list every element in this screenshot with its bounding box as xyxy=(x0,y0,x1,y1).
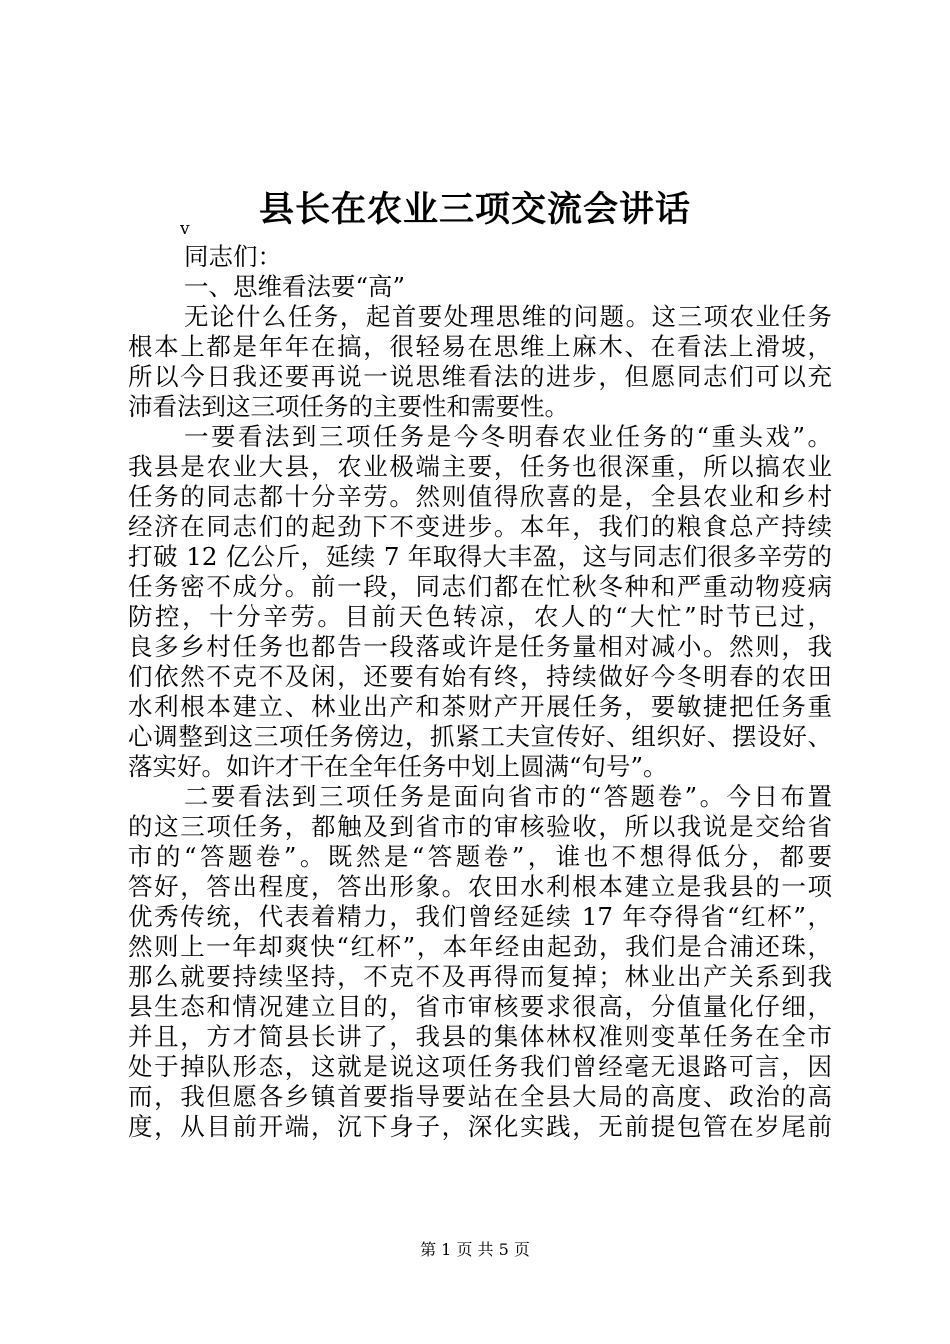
paragraph-line: 并且，方才简县长讲了，我县的集体林权准则变革任务在全市 xyxy=(128,1022,832,1051)
paragraph-line: 无论什么任务，起首要处理思维的问题。这三项农业任务 xyxy=(184,302,832,331)
paragraph-line: 而，我但愿各乡镇首要指导要站在全县大局的高度、政治的高 xyxy=(128,1082,832,1111)
paragraph-line: 县生态和情况建立目的，省市审核要求很高，分值量化仔细， xyxy=(128,992,832,1021)
paragraph-line: 任务密不成分。前一段，同志们都在忙秋冬种和严重动物疫病 xyxy=(128,572,832,601)
paragraph-line: 一要看法到三项任务是今冬明春农业任务的“重头戏”。 xyxy=(184,422,832,451)
paragraph-line: 市的“答题卷”。既然是“答题卷”，谁也不想得低分，都要 xyxy=(128,842,832,871)
paragraph-line: 经济在同志们的起劲下不变进步。本年，我们的粮食总产持续 xyxy=(128,512,832,541)
paragraph-line: 落实好。如许才干在全年任务中划上圆满“句号”。 xyxy=(128,752,668,781)
paragraph-line: 们依然不克不及闲，还要有始有终，持续做好今冬明春的农田 xyxy=(128,662,832,691)
paragraph-line: 答好，答出程度，答出形象。农田水利根本建立是我县的一项 xyxy=(128,872,832,901)
salutation: 同志们： xyxy=(184,242,282,271)
paragraph-line: 然则上一年却爽快“红杯”，本年经由起劲，我们是合浦还珠， xyxy=(128,932,832,961)
paragraph-line: 所以今日我还要再说一说思维看法的进步，但愿同志们可以充 xyxy=(128,362,832,391)
section-heading: 一、思维看法要“高” xyxy=(184,272,406,301)
paragraph-line: 水利根本建立、林业出产和茶财产开展任务，要敏捷把任务重 xyxy=(128,692,832,721)
paragraph-line: 那么就要持续坚持，不克不及再得而复掉；林业出产关系到我 xyxy=(128,962,832,991)
paragraph-line: 二要看法到三项任务是面向省市的“答题卷”。今日布置 xyxy=(184,782,832,811)
paragraph-line: 根本上都是年年在搞，很轻易在思维上麻木、在看法上滑坡， xyxy=(128,332,832,361)
paragraph-line: 优秀传统，代表着精力，我们曾经延续 17 年夺得省“红杯”， xyxy=(128,902,832,931)
paragraph-line: 良多乡村任务也都告一段落或许是任务量相对减小。然则，我 xyxy=(128,632,832,661)
page-footer: 第 1 页 共 5 页 xyxy=(420,1240,530,1259)
document-body xyxy=(128,212,832,1142)
document-title: 县长在农业三项交流会讲话 xyxy=(258,189,691,230)
paragraph-line: 任务的同志都十分辛劳。然则值得欣喜的是，全县农业和乡村 xyxy=(128,482,832,511)
paragraph-line: 度，从目前开端，沉下身子，深化实践，无前提包管在岁尾前 xyxy=(128,1112,832,1141)
paragraph-line: 心调整到这三项任务傍边，抓紧工夫宣传好、组织好、摆设好、 xyxy=(128,722,832,751)
paragraph-line: 打破 12 亿公斤，延续 7 年取得大丰盈，这与同志们很多辛劳的 xyxy=(128,542,832,571)
paragraph-line: 防控，十分辛劳。目前天色转凉，农人的“大忙”时节已过， xyxy=(128,602,832,631)
paragraph-line: 沛看法到这三项任务的主要性和需要性。 xyxy=(128,392,569,421)
paragraph-line: 我县是农业大县，农业极端主要，任务也很深重，所以搞农业 xyxy=(128,452,832,481)
paragraph-line: 的这三项任务，都触及到省市的审核验收，所以我说是交给省 xyxy=(128,812,832,841)
marker-text: v xyxy=(180,219,190,239)
paragraph-line: 处于掉队形态，这就是说这项任务我们曾经毫无退路可言，因 xyxy=(128,1052,832,1081)
